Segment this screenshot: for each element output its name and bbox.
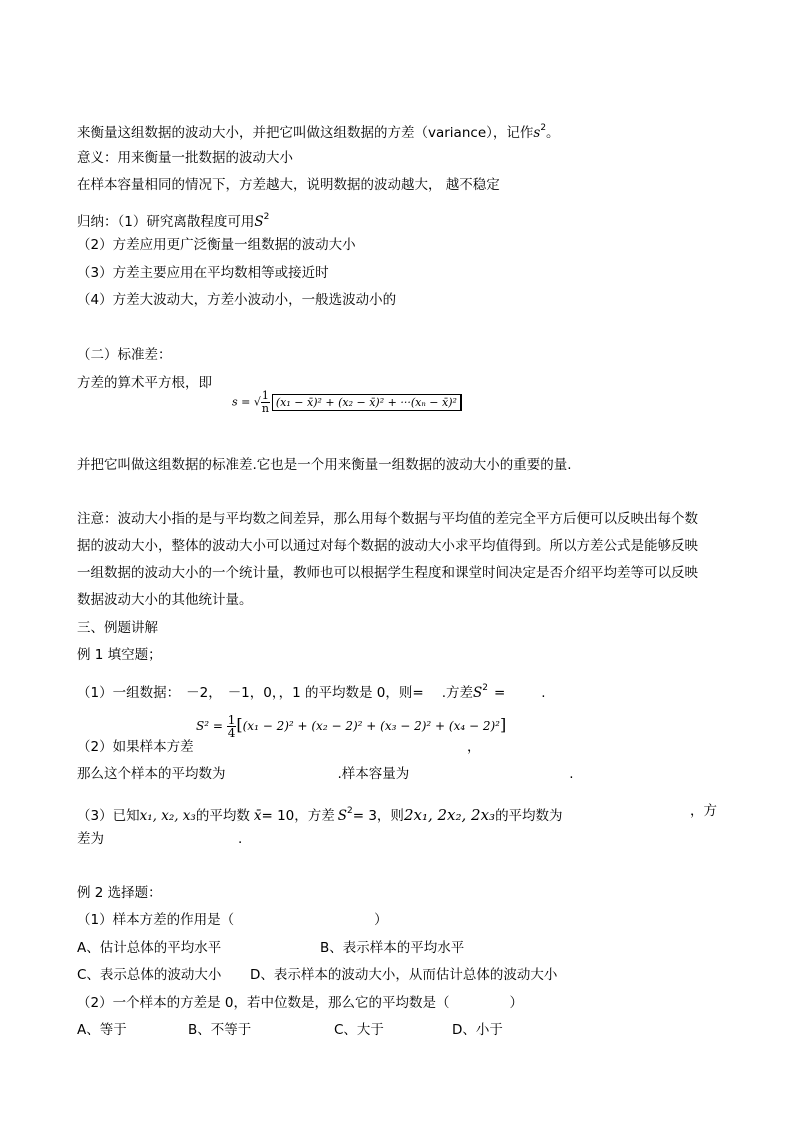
example-1-question-3-tail: ，方: [690, 803, 717, 819]
summary-heading: 归纳：（1）研究离散程度可用$S^2$: [77, 212, 270, 230]
example-1-question-2-line-2: 那么这个样本的平均数为 .样本容量为 .: [77, 766, 574, 782]
symbol-s: s: [533, 125, 541, 141]
std-heading: （二）标准差：: [77, 347, 172, 363]
note-line: 数据波动大小的其他统计量。: [77, 592, 253, 608]
paragraph-variance-definition: 来衡量这组数据的波动大小，并把它叫做这组数据的方差（variance），记作$s^2$。: [77, 123, 560, 141]
option-c: C、大于: [334, 1022, 384, 1038]
example-1-question-2: （2）如果样本方差: [77, 739, 194, 755]
sample-size-line: 在样本容量相同的情况下，方差越大，说明数据的波动越大， 越不稳定: [77, 177, 500, 193]
summary-item: （3）方差主要应用在平均数相等或接近时: [77, 265, 329, 281]
example-2-question-2: （2）一个样本的方差是 0，若中位数是，那么它的平均数是（ ）: [77, 995, 523, 1011]
option-b: B、表示样本的平均水平: [320, 940, 465, 956]
example-2-question-1: （1）样本方差的作用是（ ）: [77, 912, 388, 928]
example-1-question-1: （1）一组数据： －2， －1，0，，1 的平均数是 0，则= .方差$S^2$ = .: [77, 683, 546, 701]
sample-variance-formula: S² = $\frac{1}{4}$ [(x₁ − 2)² + (x₂ − 2)² + (x₃ − 2)² + (x₄ − 2)²]: [196, 713, 507, 740]
meaning-line: 意义：用来衡量一批数据的波动大小: [77, 150, 293, 166]
option-a: A、等于: [77, 1022, 127, 1038]
note-line: 一组数据的波动大小的一个统计量，教师也可以根据学生程度和课堂时间决定是否介绍平均差等可以反映: [77, 565, 698, 581]
std-explanation: 并把它叫做这组数据的标准差.它也是一个用来衡量一组数据的波动大小的重要的量.: [77, 457, 572, 473]
option-d: D、小于: [452, 1022, 503, 1038]
summary-item: （2）方差应用更广泛衡量一组数据的波动大小: [77, 237, 356, 253]
note-line: 据的波动大小，整体的波动大小可以通过对每个数据的波动大小求平均值得到。所以方差公式是能够反映: [77, 538, 698, 554]
section-heading: 三、例题讲解: [77, 620, 158, 636]
summary-item: （4）方差大波动大，方差小波动小，一般选波动小的: [77, 292, 397, 308]
option-b: B、不等于: [188, 1022, 252, 1038]
example-1-question-3: （3）已知x₁, x₂, x₃的平均数 x̄= 10，方差 $S^2= 3$，则2x₁, 2x₂, 2x₃的平均数为: [77, 806, 563, 824]
option-d: D、表示样本的波动大小，从而估计总体的波动大小: [250, 967, 558, 983]
example-2-title: 例 2 选择题：: [77, 885, 162, 901]
note-line: 注意：波动大小指的是与平均数之间差异，那么用每个数据与平均值的差完全平方后便可以反映出每个数: [77, 511, 698, 527]
example-1-title: 例 1 填空题；: [77, 647, 162, 663]
formula-comma: ，: [467, 739, 481, 755]
option-c: C、表示总体的波动大小: [77, 967, 222, 983]
std-formula: s = √ $\frac{1}{n}$ (x₁ − x̄)² + (x₂ − x̄)² + ···(xₙ − x̄)²: [232, 390, 462, 415]
example-1-question-3-line-2: 差为 .: [77, 831, 243, 847]
std-intro: 方差的算术平方根，即: [77, 375, 212, 391]
option-a: A、估计总体的平均水平: [77, 940, 222, 956]
